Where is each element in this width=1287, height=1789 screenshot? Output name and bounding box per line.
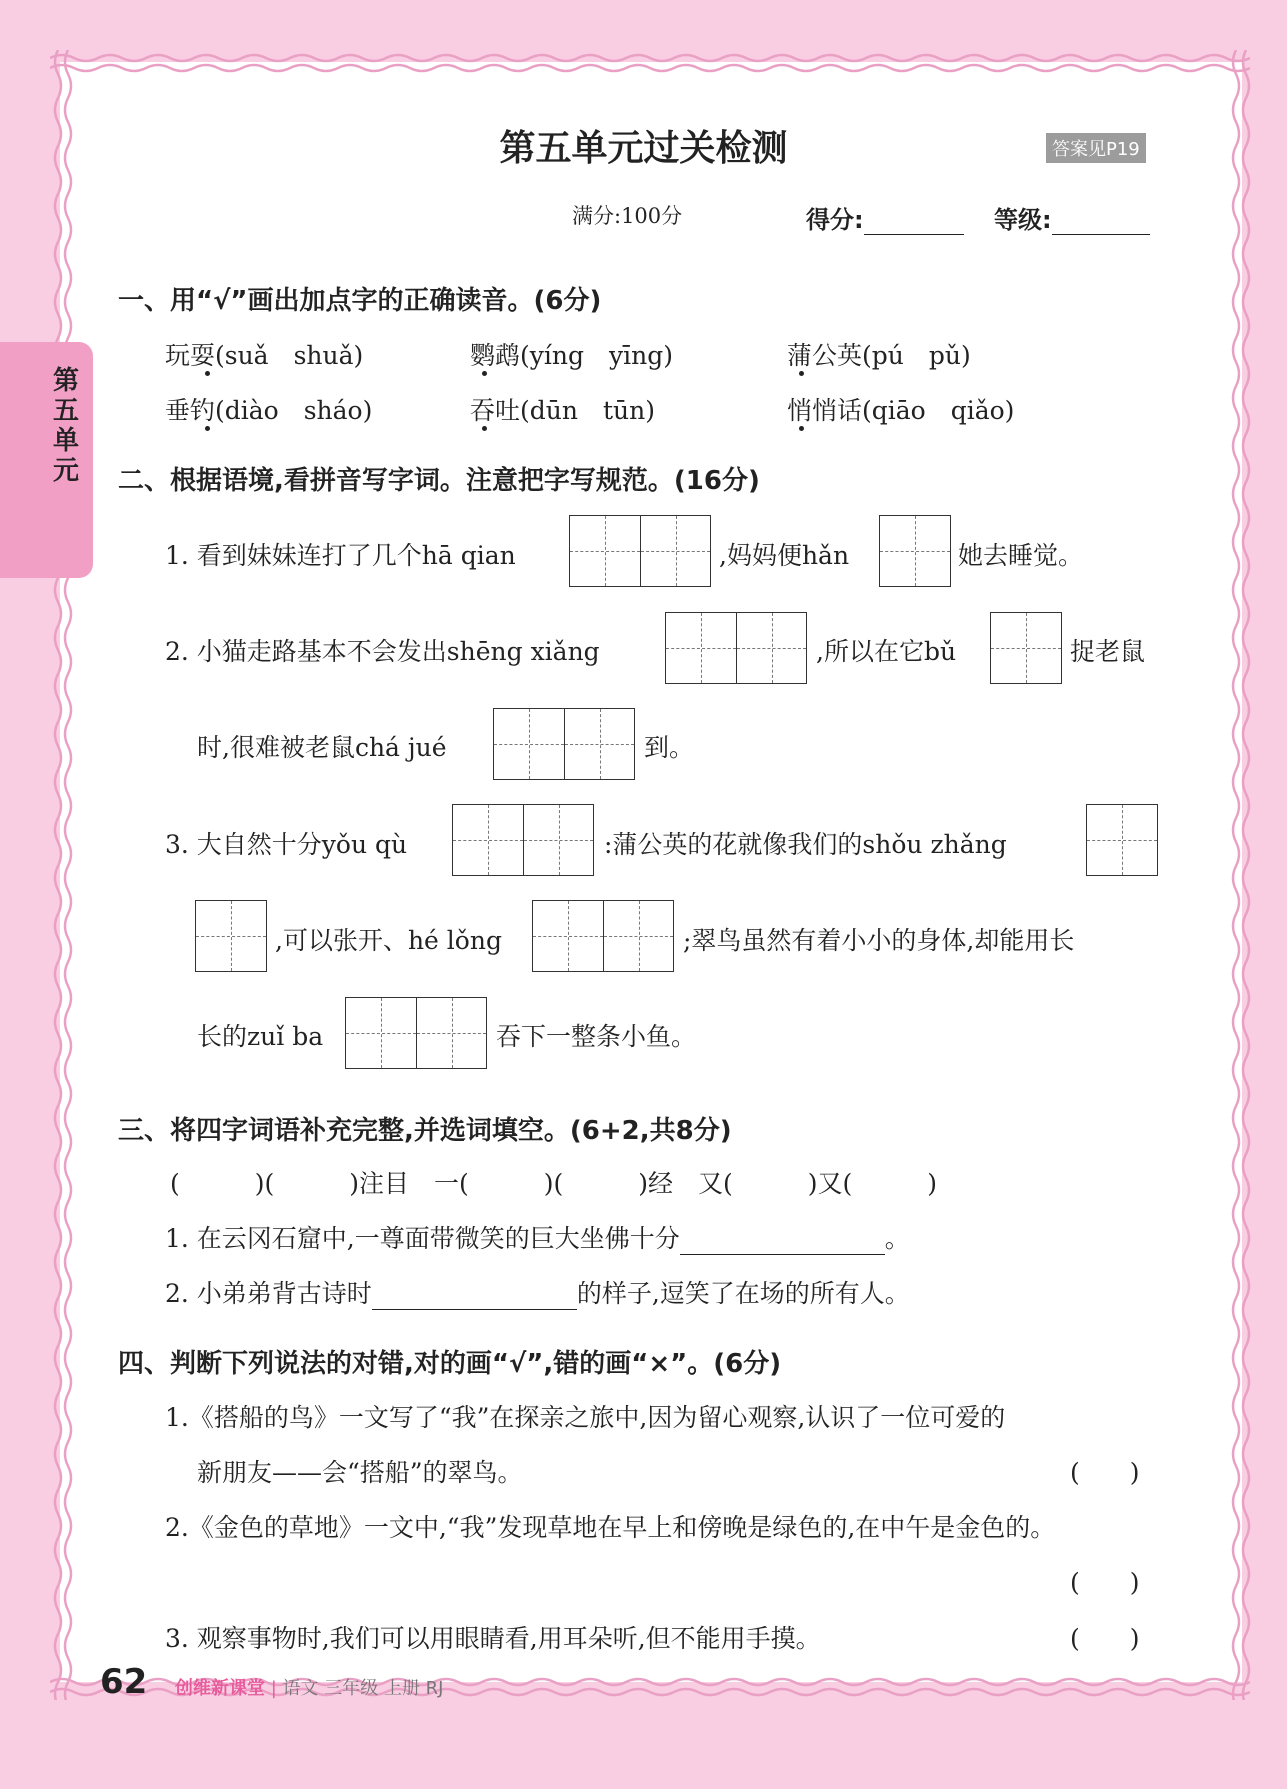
s2-q2-text: 2. 小猫走路基本不会发出shēng xiǎng <box>165 637 600 666</box>
s1-item-3: 蒲公英(pú pǔ) <box>787 341 971 370</box>
s3-q2-end: 的样子,逗笑了在场的所有人。 <box>576 1279 910 1308</box>
section-1-heading: 一、用“√”画出加点字的正确读音。(6分) <box>118 286 602 316</box>
char-grid-shou[interactable] <box>1086 804 1158 876</box>
s4-q3-answer-paren[interactable]: ( ) <box>1070 1624 1140 1653</box>
s2-q3-text-2: :蒲公英的花就像我们的shǒu zhǎng <box>604 830 1007 859</box>
s3-q2-label: 2. 小弟弟背古诗时 <box>165 1279 372 1308</box>
page-number: 62 <box>100 1662 148 1702</box>
unit-side-tab-label: 第五单元 <box>52 366 79 486</box>
s2-q3-text-3: ,可以张开、hé lǒng <box>275 926 502 955</box>
emphasis-dot <box>482 371 487 376</box>
s2-q1-text-2: ,妈妈便hǎn <box>719 541 850 570</box>
full-score: 满分:100分 <box>572 204 683 228</box>
s4-q3-text: 3. 观察事物时,我们可以用眼睛看,用耳朵听,但不能用手摸。 <box>165 1624 821 1653</box>
s3-q1-end: 。 <box>884 1224 910 1253</box>
s2-q3-text-4: ;翠鸟虽然有着小小的身体,却能用长 <box>683 926 1075 955</box>
grade-blank[interactable] <box>1052 210 1150 235</box>
score-label: 得分: <box>806 206 864 234</box>
char-grid-chajue[interactable] <box>493 708 635 780</box>
s4-q2-answer-paren[interactable]: ( ) <box>1070 1568 1140 1597</box>
s4-q1-answer-paren[interactable]: ( ) <box>1070 1458 1140 1487</box>
s2-q3-text-6: 吞下一整条小鱼。 <box>496 1022 697 1051</box>
s2-q1-text: 1. 看到妹妹连打了几个hā qian <box>165 541 516 570</box>
answer-badge: 答案见P19 <box>1046 133 1146 163</box>
char-grid-haqian[interactable] <box>569 515 711 587</box>
s2-q3-text: 3. 大自然十分yǒu qù <box>165 830 408 859</box>
s1-item-1: 玩耍(suǎ shuǎ) <box>165 341 364 370</box>
s4-q1-text: 1.《搭船的鸟》一文写了“我”在探亲之旅中,因为留心观察,认识了一位可爱的 <box>165 1403 1006 1432</box>
char-grid-zhang[interactable] <box>195 900 267 972</box>
s3-q1-text <box>165 1219 910 1255</box>
score-blank[interactable] <box>864 210 964 235</box>
char-grid-helong[interactable] <box>532 900 674 972</box>
s1-item-2: 鹦鹉(yíng yīng) <box>470 341 673 370</box>
s3-idiom-blanks[interactable]: ( )( )注目 一( )( )经 又( )又( ) <box>170 1169 938 1198</box>
s1-item-5: 吞吐(dūn tūn) <box>470 396 655 425</box>
page-title: 第五单元过关检测 <box>499 128 788 169</box>
char-grid-shengxiang[interactable] <box>665 612 807 684</box>
grade-field[interactable] <box>994 200 1150 235</box>
s1-item-4: 垂钓(diào sháo) <box>165 396 373 425</box>
s3-q2-text <box>165 1274 910 1310</box>
wavy-border-top <box>50 44 1250 84</box>
s4-q2-text: 2.《金色的草地》一文中,“我”发现草地在早上和傍晚是绿色的,在中午是金色的。 <box>165 1513 1056 1542</box>
s2-q3-text-5: 长的zuǐ ba <box>197 1022 324 1051</box>
emphasis-dot <box>799 426 804 431</box>
char-grid-han[interactable] <box>879 515 951 587</box>
s4-q1-text-2: 新朋友——会“搭船”的翠鸟。 <box>197 1458 523 1487</box>
emphasis-dot <box>205 371 210 376</box>
section-4-heading: 四、判断下列说法的对错,对的画“√”,错的画“×”。(6分) <box>118 1349 782 1379</box>
s2-q2-text-2: ,所以在它bǔ <box>816 637 957 666</box>
emphasis-dot <box>205 426 210 431</box>
s2-q2-text-4: 时,很难被老鼠chá jué <box>197 733 447 762</box>
footer-brand: 创维新课堂 <box>175 1678 265 1699</box>
char-grid-bu[interactable] <box>990 612 1062 684</box>
s2-q2-text-3: 捉老鼠 <box>1070 637 1146 666</box>
s3-q1-label: 1. 在云冈石窟中,一尊面带微笑的巨大坐佛十分 <box>165 1224 680 1253</box>
s3-q1-blank[interactable] <box>680 1228 885 1255</box>
footer-book-info: 语文 三年级 上册 RJ <box>282 1678 444 1699</box>
grade-label: 等级: <box>994 206 1052 234</box>
emphasis-dot <box>482 426 487 431</box>
s2-q2-text-5: 到。 <box>644 733 695 762</box>
char-grid-zuiba[interactable] <box>345 997 487 1069</box>
section-2-heading: 二、根据语境,看拼音写字词。注意把字写规范。(16分) <box>118 466 760 496</box>
wavy-border-right <box>1222 50 1262 1700</box>
s3-q2-blank[interactable] <box>372 1283 577 1310</box>
section-3-heading: 三、将四字词语补充完整,并选词填空。(6+2,共8分) <box>118 1116 732 1146</box>
wavy-border-left <box>44 50 84 1700</box>
footer-info: 创维新课堂 | 语文 三年级 上册 RJ <box>175 1678 444 1699</box>
s1-item-6: 悄悄话(qiāo qiǎo) <box>787 396 1015 425</box>
score-field[interactable] <box>806 200 964 235</box>
char-grid-youqu[interactable] <box>452 804 594 876</box>
s2-q1-text-3: 她去睡觉。 <box>958 541 1084 570</box>
emphasis-dot <box>799 371 804 376</box>
